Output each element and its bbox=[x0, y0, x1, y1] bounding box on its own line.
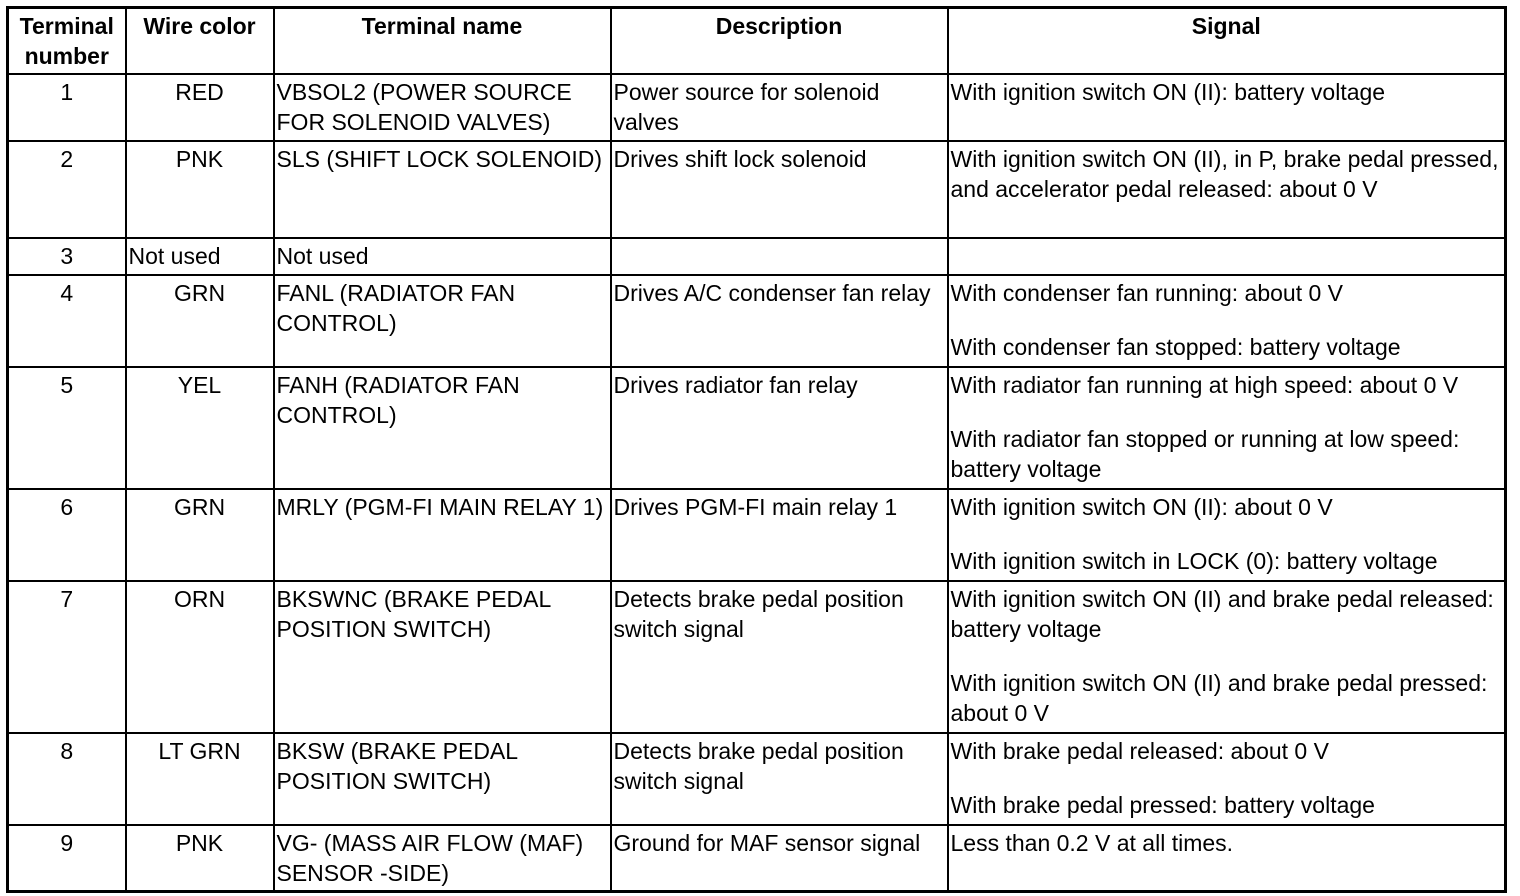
signal-cell bbox=[948, 489, 1506, 581]
table-row bbox=[8, 489, 1506, 581]
terminal-number-cell: 9 bbox=[8, 825, 126, 892]
table-row bbox=[8, 141, 1506, 238]
terminal-name-cell: SLS (SHIFT LOCK SOLENOID) bbox=[274, 141, 611, 238]
description-cell: Drives shift lock solenoid bbox=[611, 141, 948, 238]
signal-cell bbox=[948, 581, 1506, 733]
signal-text: With ignition switch ON (II) and brake pedal released: battery voltage bbox=[950, 586, 1494, 642]
table-row bbox=[8, 367, 1506, 489]
table-row bbox=[8, 238, 1506, 275]
table-row bbox=[8, 825, 1506, 892]
header-terminal-number: Terminal number bbox=[8, 8, 126, 75]
table-row bbox=[8, 275, 1506, 367]
description-cell: Ground for MAF sensor signal bbox=[611, 825, 948, 892]
signal-text: With ignition switch ON (II): about 0 V bbox=[950, 494, 1333, 520]
signal-text: With brake pedal pressed: battery voltage bbox=[950, 792, 1375, 818]
wire-color-cell: PNK bbox=[126, 825, 274, 892]
signal-text: With ignition switch ON (II): battery voltage bbox=[950, 79, 1386, 105]
terminal-table-container bbox=[6, 6, 1507, 893]
description-cell: Drives PGM-FI main relay 1 bbox=[611, 489, 948, 581]
signal-cell bbox=[948, 733, 1506, 825]
terminal-number-cell: 8 bbox=[8, 733, 126, 825]
table-header-row bbox=[8, 8, 1506, 75]
description-cell bbox=[611, 238, 948, 275]
terminal-number-cell: 2 bbox=[8, 141, 126, 238]
signal-cell bbox=[948, 141, 1506, 238]
wire-color-cell: Not used bbox=[126, 238, 274, 275]
description-cell: Power source for solenoid valves bbox=[611, 74, 948, 141]
signal-text: With radiator fan stopped or running at low speed: battery voltage bbox=[950, 426, 1460, 482]
signal-text: With ignition switch in LOCK (0): battery voltage bbox=[950, 548, 1438, 574]
signal-cell bbox=[948, 275, 1506, 367]
terminal-name-cell: VBSOL2 (POWER SOURCE FOR SOLENOID VALVES) bbox=[274, 74, 611, 141]
signal-text: With ignition switch ON (II), in P, brake pedal pressed, and accelerator pedal released: about 0 V bbox=[950, 146, 1499, 202]
signal-text: With ignition switch ON (II) and brake pedal pressed: about 0 V bbox=[950, 670, 1488, 726]
wire-color-cell: PNK bbox=[126, 141, 274, 238]
wire-color-cell: GRN bbox=[126, 275, 274, 367]
signal-text: Less than 0.2 V at all times. bbox=[950, 830, 1234, 856]
description-cell: Detects brake pedal position switch signal bbox=[611, 581, 948, 733]
header-description: Description bbox=[611, 8, 948, 75]
wire-color-cell: RED bbox=[126, 74, 274, 141]
terminal-table bbox=[6, 6, 1507, 893]
description-cell: Drives radiator fan relay bbox=[611, 367, 948, 489]
wire-color-cell: GRN bbox=[126, 489, 274, 581]
terminal-name-cell: FANH (RADIATOR FAN CONTROL) bbox=[274, 367, 611, 489]
terminal-number-cell: 4 bbox=[8, 275, 126, 367]
signal-text: With condenser fan stopped: battery voltage bbox=[950, 334, 1401, 360]
terminal-name-cell: VG- (MASS AIR FLOW (MAF) SENSOR -SIDE) bbox=[274, 825, 611, 892]
terminal-name-cell: MRLY (PGM-FI MAIN RELAY 1) bbox=[274, 489, 611, 581]
signal-cell bbox=[948, 74, 1506, 141]
terminal-name-cell: FANL (RADIATOR FAN CONTROL) bbox=[274, 275, 611, 367]
wire-color-cell: LT GRN bbox=[126, 733, 274, 825]
signal-text: With radiator fan running at high speed: about 0 V bbox=[950, 372, 1459, 398]
terminal-number-cell: 6 bbox=[8, 489, 126, 581]
table-row bbox=[8, 74, 1506, 141]
terminal-number-cell: 5 bbox=[8, 367, 126, 489]
terminal-name-cell: BKSW (BRAKE PEDAL POSITION SWITCH) bbox=[274, 733, 611, 825]
signal-text: With condenser fan running: about 0 V bbox=[950, 280, 1344, 306]
header-terminal-name: Terminal name bbox=[274, 8, 611, 75]
description-cell: Drives A/C condenser fan relay bbox=[611, 275, 948, 367]
terminal-number-cell: 1 bbox=[8, 74, 126, 141]
signal-cell bbox=[948, 825, 1506, 892]
header-signal: Signal bbox=[948, 8, 1506, 75]
terminal-number-cell: 7 bbox=[8, 581, 126, 733]
terminal-name-cell: BKSWNC (BRAKE PEDAL POSITION SWITCH) bbox=[274, 581, 611, 733]
terminal-name-cell: Not used bbox=[274, 238, 611, 275]
signal-text: With brake pedal released: about 0 V bbox=[950, 738, 1329, 764]
wire-color-cell: ORN bbox=[126, 581, 274, 733]
signal-cell bbox=[948, 238, 1506, 275]
description-cell: Detects brake pedal position switch signal bbox=[611, 733, 948, 825]
header-wire-color: Wire color bbox=[126, 8, 274, 75]
signal-cell bbox=[948, 367, 1506, 489]
table-row bbox=[8, 733, 1506, 825]
terminal-number-cell: 3 bbox=[8, 238, 126, 275]
wire-color-cell: YEL bbox=[126, 367, 274, 489]
table-row bbox=[8, 581, 1506, 733]
